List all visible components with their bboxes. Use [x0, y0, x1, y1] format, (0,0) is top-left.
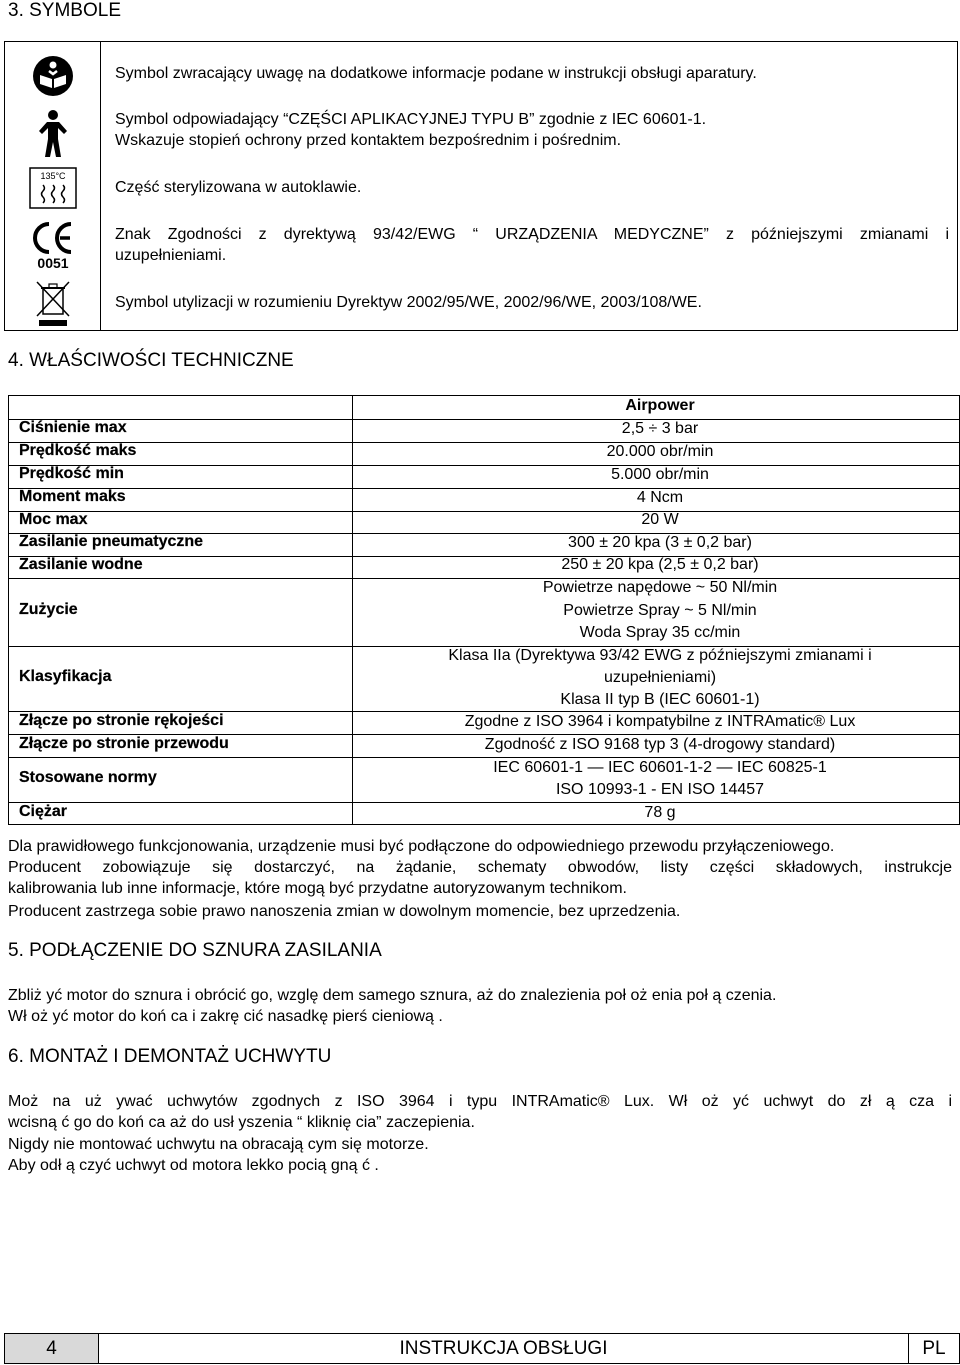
tech-label-classification: Klasyfikacja	[19, 668, 112, 685]
symbol-text-type-b-line2: Wskazuje stopień ochrony przed kontaktem bezpośrednim i pośrednim.	[115, 132, 622, 149]
symbol-text-autoclave: Część sterylizowana w autoklawie.	[115, 179, 362, 196]
footer-title-box	[98, 1333, 909, 1364]
tech-label-weight: Ciężar	[19, 803, 68, 820]
section-5-title: 5. PODŁĄCZENIE DO SZNURA ZASILANIA	[8, 940, 382, 961]
tech-value-consumption-line1: Powietrze napędowe ~ 50 Nl/min	[542, 579, 778, 596]
section-3-title: 3. SYMBOLE	[8, 0, 121, 21]
tech-label-speed-max: Prędkość maks	[19, 442, 137, 459]
symbol-text-ce-line2: uzupełnieniami.	[115, 247, 227, 264]
tech-value-air-supply: 300 ± 20 kpa (3 ± 0,2 bar)	[568, 534, 752, 551]
note-changes: Producent zastrzega sobie prawo nanoszenia zmian w dowolnym momencie, bez uprzedzenia.	[8, 903, 681, 920]
tech-value-classification-line2: uzupełnieniami)	[603, 669, 717, 686]
section-5-line2: Wł oż yć motor do koń ca i zakrę cić nasadkę pierś cieniową .	[8, 1008, 443, 1025]
section-6-line3: Nigdy nie montować uchwytu na obracają cym się motorze.	[8, 1136, 429, 1153]
autoclave-icon	[5, 166, 101, 210]
tech-value-classification-line3: Klasa II typ B (IEC 60601-1)	[560, 691, 760, 708]
instructions-manual-icon	[5, 53, 101, 99]
symbols-table	[4, 41, 958, 331]
section-6-line2: wcisną ć go do koń ca aż do usł yszenia “ kliknię cia” zaczepienia.	[8, 1114, 475, 1131]
tech-value-power: 20 W	[641, 511, 679, 528]
language-code: PL	[922, 1337, 946, 1359]
ce-mark-icon	[5, 220, 101, 270]
tech-label-air-supply: Zasilanie pneumatyczne	[19, 533, 204, 550]
tech-specs-table	[8, 395, 960, 825]
tech-value-consumption-line3: Woda Spray 35 cc/min	[579, 624, 741, 641]
tech-value-standards-line1: IEC 60601-1 — IEC 60601-1-2 — IEC 60825-1	[493, 759, 827, 776]
note-manufacturer-line1: Producent zobowiązuje się dostarczyć, na żądanie, schematy obwodów, listy części składowych, instrukcje	[8, 859, 952, 876]
tech-value-torque: 4 Ncm	[636, 489, 684, 506]
page-number-box	[4, 1333, 99, 1364]
tech-label-consumption: Zużycie	[19, 601, 78, 618]
weee-crossed-bin-icon	[5, 278, 101, 328]
tech-value-speed-min: 5.000 obr/min	[611, 466, 709, 483]
section-6-title: 6. MONTAŻ I DEMONTAŻ UCHWYTU	[8, 1046, 332, 1067]
symbol-text-ce-line1: Znak Zgodności z dyrektywą 93/42/EWG “ URZĄDZENIA MEDYCZNE” z późniejszymi zmianami i	[115, 226, 949, 243]
section-4-title: 4. WŁAŚCIWOŚCI TECHNICZNE	[8, 350, 294, 371]
symbols-icon-column	[5, 42, 101, 330]
tech-value-weight: 78 g	[644, 804, 676, 821]
type-b-applied-part-icon	[5, 108, 101, 160]
svg-text:135°C: 135°C	[40, 171, 66, 181]
note-manufacturer-line2: kalibrowania lub inne informacje, które mogą być przydatne autoryzowanym technikom.	[8, 880, 627, 897]
tech-value-pressure: 2,5 ÷ 3 bar	[621, 420, 699, 437]
tech-label-pressure: Ciśnienie max	[19, 419, 127, 436]
language-box	[908, 1333, 960, 1364]
symbol-text-type-b-line1: Symbol odpowiadający “CZĘŚCI APLIKACYJNEJ TYPU B” zgodnie z IEC 60601-1.	[115, 111, 707, 128]
tech-label-water-supply: Zasilanie wodne	[19, 556, 143, 573]
tech-header-product: Airpower	[625, 397, 695, 414]
tech-value-standards-line2: ISO 10993-1 - EN ISO 14457	[555, 781, 765, 798]
footer-title: INSTRUKCJA OBSŁUGI	[399, 1337, 608, 1359]
tech-label-power: Moc max	[19, 511, 88, 528]
symbol-text-weee: Symbol utylizacji w rozumieniu Dyrektyw 2002/95/WE, 2002/96/WE, 2003/108/WE.	[115, 294, 702, 311]
tech-value-consumption-line2: Powietrze Spray ~ 5 Nl/min	[563, 602, 757, 619]
symbol-text-manual: Symbol zwracający uwagę na dodatkowe informacje podane w instrukcji obsługi aparatury.	[115, 65, 757, 82]
tech-label-handpiece-connector: Złącze po stronie rękojeści	[19, 712, 224, 729]
page-number: 4	[46, 1337, 57, 1359]
tech-label-hose-connector: Złącze po stronie przewodu	[19, 735, 229, 752]
svg-text:0051: 0051	[37, 255, 69, 270]
tech-label-speed-min: Prędkość min	[19, 465, 124, 482]
section-5-line1: Zbliż yć motor do sznura i obrócić go, wzglę dem samego sznura, aż do znalezienia poł oż enia poł ą czenia.	[8, 987, 777, 1004]
tech-label-torque: Moment maks	[19, 488, 126, 505]
section-6-line1: Moż na uż ywać uchwytów zgodnych z ISO 3964 i typu INTRAmatic® Lux. Wł oż yć uchwyt do zł ą cza i	[8, 1093, 952, 1110]
tech-value-water-supply: 250 ± 20 kpa (2,5 ± 0,2 bar)	[561, 556, 759, 573]
tech-label-standards: Stosowane normy	[19, 769, 157, 786]
tech-value-classification-line1: Klasa IIa (Dyrektywa 93/42 EWG z późniejszymi zmianami i	[448, 647, 872, 664]
tech-value-speed-max: 20.000 obr/min	[606, 443, 714, 460]
note-connection: Dla prawidłowego funkcjonowania, urządzenie musi być podłączone do odpowiedniego przewodu przyłączeniowego.	[8, 838, 835, 855]
page-footer	[4, 1333, 960, 1365]
tech-value-handpiece-connector: Zgodne z ISO 3964 i kompatybilne z INTRAmatic® Lux	[464, 713, 856, 730]
section-6-line4: Aby odł ą czyć uchwyt od motora lekko pocią gną ć .	[8, 1157, 379, 1174]
tech-value-hose-connector: Zgodność z ISO 9168 typ 3 (4-drogowy standard)	[484, 736, 836, 753]
